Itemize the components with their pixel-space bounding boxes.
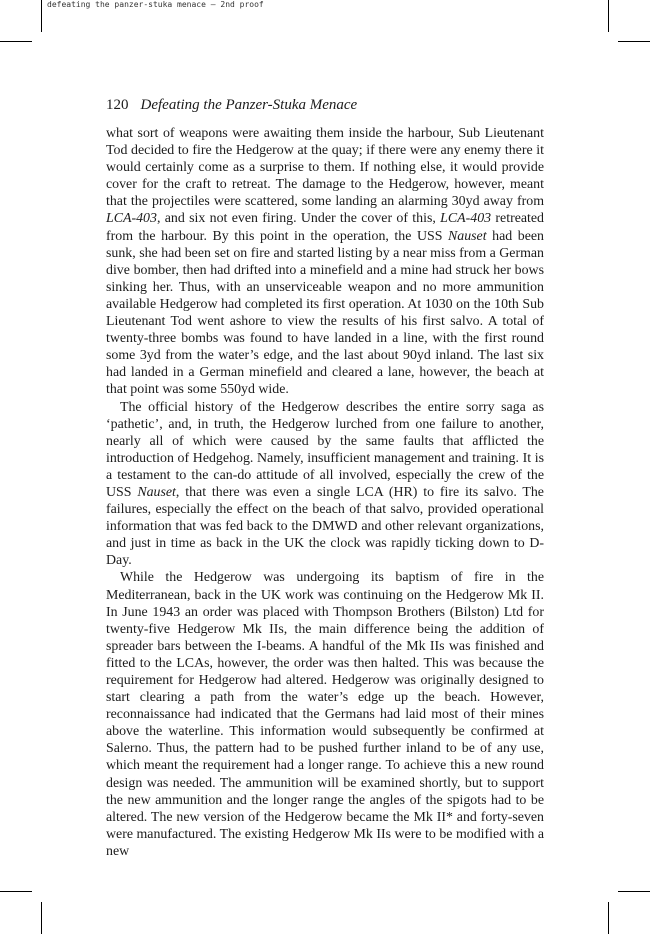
text-run: had been sunk, she had been set on fire and started listing by a near miss from a German dive bomber, then had drifted into a minefield and a mine had struck her bows sinking her. Thus, with an unserviceable weapon and no more ammunition available Hedgerow had completed its first operation. At 1030 on the 10th Sub Lieutenant Tod went ashore to view the results of his first salvo. A total of twenty-three bombs was found to have landed in a line, with the first round some 3yd from the water’s edge, and the last about 90yd inland. The last six had landed in a German minefield and cleared a lane, however, the beach at that point was some 550yd wide. — [106, 228, 544, 398]
page-number: 120 — [106, 97, 129, 113]
italic-text: LCA-403 — [106, 211, 157, 227]
crop-mark-top-left-h — [0, 41, 32, 42]
book-title: Defeating the Panzer-Stuka Menace — [140, 97, 358, 113]
proof-label: defeating the panzer-stuka menace – 2nd proof — [47, 0, 264, 9]
crop-mark-bottom-left-v — [41, 902, 42, 934]
text-run: what sort of weapons were awaiting them inside the harbour, Sub Lieutenant Tod decided to fire the Hedgerow at the quay; if there were any enemy there it would certainly come as a surprise to them. If nothing else, it would provide cover for the craft to retreat. The damage to the Hedgerow, however, meant that the projectiles were scattered, some landing an alarming 30yd away from — [106, 126, 544, 210]
italic-text: Nauset — [448, 228, 487, 244]
text-run: The official history of the Hedgerow describes the entire sorry saga as ‘pathetic’, and, in truth, the Hedgerow lurched from one failure to another, nearly all of which were caused by the same faults that afflicted the introduction of Hedgehog. Namely, insufficient management and training. It is a testament to the can-do attitude of all involved, especially the crew of the USS — [106, 399, 544, 500]
body-text — [106, 125, 544, 860]
text-run: retreated from the harbour. By this point in the operation, the USS — [106, 211, 544, 244]
crop-mark-top-left-v — [41, 0, 42, 32]
crop-mark-top-right-h — [618, 41, 650, 42]
crop-mark-bottom-left-h — [0, 891, 32, 892]
text-run: While the Hedgerow was undergoing its baptism of fire in the Mediterranean, back in the UK work was continuing on the Hedgerow Mk II. In June 1943 an order was placed with Thompson Brothers (Bilston) Ltd for twenty-five Hedgerow Mk IIs, the main difference being the addition of spreader bars between the I-beams. A handful of the Mk IIs was finished and fitted to the LCAs, however, the order was then halted. This was because the requirement for Hedgerow had altered. Hedgerow was originally designed to start clearing a path from the water’s edge up the beach. However, reconnaissance had indicated that the Germans had laid most of their mines above the waterline. This information would subsequently be confirmed at Salerno. Thus, the pattern had to be pushed further inland to be of any use, which meant the requirement had a longer range. To achieve this a new round design was needed. The ammunition will be examined shortly, but to support the new ammunition and the longer range the angles of the spigots had to be altered. The new version of the Hedgerow became the Mk II* and forty-seven were manufactured. The existing Hedgerow Mk IIs were to be modified with a new — [106, 570, 544, 859]
crop-mark-bottom-right-h — [618, 891, 650, 892]
paragraph — [106, 125, 544, 399]
text-run: , and six not even firing. Under the cover of this, — [156, 211, 441, 227]
crop-mark-top-right-v — [608, 0, 609, 32]
crop-mark-bottom-right-v — [608, 902, 609, 934]
paragraph — [106, 399, 544, 570]
italic-text: Nauset — [137, 484, 176, 500]
italic-text: LCA-403 — [440, 211, 492, 227]
paragraph — [106, 569, 544, 860]
text-run: , that there was even a single LCA (HR) to fire its salvo. The failures, especially the effect on the beach of that salvo, provided operational information that was fed back to the DMWD and other relevant organizations, and just in time as back in the UK the clock was rapidly ticking down to D-Day. — [106, 484, 544, 569]
running-head — [106, 96, 357, 114]
